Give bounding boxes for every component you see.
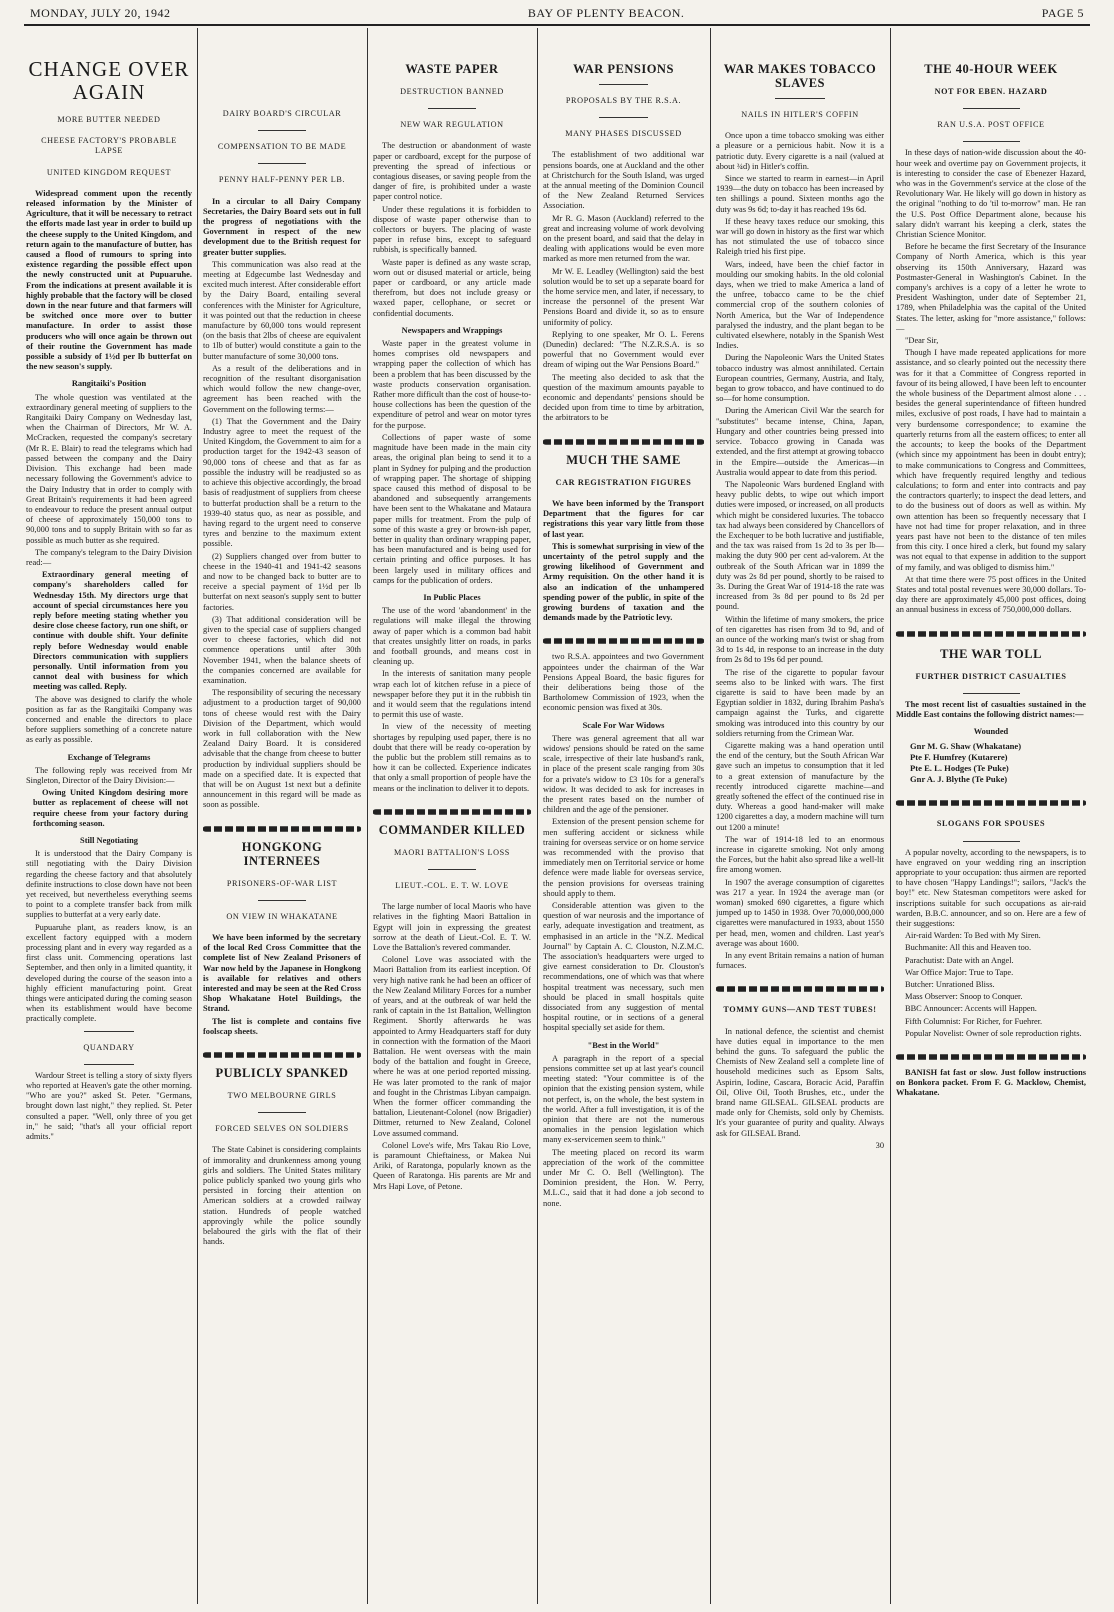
paragraph: The use of the word 'abandonment' in the regulations will make illegal the throwing away of paper which is a common bad habit that creates unsightly litter on roads, in parks and football grounds, and means cost in cleaning up. [373, 606, 531, 667]
column-6 [896, 28, 1086, 1606]
column-rule [197, 28, 198, 1604]
article-headline: PUBLICLY SPANKED [215, 1066, 349, 1081]
crosshead: Exchange of Telegrams [67, 752, 151, 762]
paragraph: Wardour Street is telling a story of sixty flyers who reported at Heaven's gate the other morning. "Who are you?" asked St. Peter. "Germans, brought down last night," they replied. St. Peter consulted a paper. "Well, only three of you get in," he said; "that's all your official report admits." [26, 1070, 192, 1142]
rope-divider [896, 801, 1086, 807]
crosshead: In Public Places [423, 592, 481, 602]
paragraph: The large number of local Maoris who have relatives in the fighting Maori Battalion in Egypt will join in expressing the greatest sorrow at the death of Lieut.-Col. E. T. W. Love the Battalion's revered commander. [373, 902, 531, 953]
column-5 [716, 28, 884, 1606]
lead-paragraph: We have been informed by the secretary of the local Red Cross Committee that the complete list of New Zealand Prisoners of War now held by the Japanese in Hongkong is available for relatives and others interested and may be seen at the Red Cross Shop Whakatane Hotel Buildings, the Strand. [203, 933, 361, 1014]
separator [963, 841, 1020, 842]
masthead [30, 6, 1084, 24]
subheading: ON VIEW IN WHAKATANE [226, 911, 338, 921]
advert-text: BANISH fat fast or slow. Just follow instructions on Bonkora packet. From F. G. Macklow, Chemist, Whakatane. [896, 1068, 1086, 1098]
separator [599, 117, 647, 118]
crosshead: Newspapers and Wrappings [401, 325, 503, 335]
advert-headline: TOMMY GUNS—AND TEST TUBES! [723, 1005, 877, 1015]
separator [963, 693, 1020, 694]
rope-divider [203, 826, 361, 832]
article-headline: THE WAR TOLL [940, 646, 1042, 661]
subheading: TWO MELBOURNE GIRLS [227, 1091, 337, 1101]
paragraph: Mr R. G. Mason (Auckland) referred to the great and increasing volume of work devolving on the present board, and said that the delay in dealing with applications would be even more marked as more men returned from the war. [543, 213, 704, 264]
paragraph: Pupuaruhe plant, as readers know, is an excellent factory equipped with a modern processing plant and in every way regarded as a first class unit. Commencing operations last September, and then only in a limited quantity, it developed during the course of the season into a highly efficient manufacturing point. Great things were anticipated during the coming season when its establishment would have become practically complete. [26, 922, 192, 1024]
column-2 [203, 28, 361, 1606]
separator [258, 163, 305, 164]
slogan-item: Mass Observer: Snoop to Conquer. [905, 992, 1023, 1002]
crosshead: Still Negotiating [80, 836, 138, 845]
separator [258, 1112, 305, 1113]
subheading: PRISONERS-OF-WAR LIST [226, 878, 338, 888]
paragraph: Within the lifetime of many smokers, the price of ten cigarettes has risen from 3d to 9d, and of an ounce of the working man's twist or shag from 3d to 1s 4d, in response to an increase in the duty from 2s 8d to 19s 6d per pound. [716, 614, 884, 665]
paragraph: The Napoleonic Wars burdened England with heavy public debts, to wipe out which import duties were imposed, or increased, on all products which might be considered luxuries. The tobacco tax had always been considered by Chancellors of the Exchequer to be both lucrative and justifiable, and the tax was raised from 1s 2d to 3s per lb—making the duty 900 per cent ad-valorem. At the outbreak of the South African war in 1899 the duty was 2s 8d per pound, shortly to be raised to 3s. During the Great War of 1914-18 the rate was increased from 3s 8d per pound to 8s 2d per pound. [716, 479, 884, 612]
paragraph: Cigarette making was a hand operation until the end of the century, but the South African War gave such an impetus to consumption that it led to a great extension of manufacture by the recently introduced cigarette machine—and greatly softened the effect of the continued rise in duty. Whereas a good hand-maker will make 1200 cigarettes a day, a modern machine will turn out 1200 a minute! [716, 740, 884, 832]
paragraph: Under these regulations it is forbidden to dispose of waste paper otherwise than to collectors or buyers. The placing of waste paper in refuse bins, except to safeguard rubbish, is specifically banned. [373, 204, 531, 255]
paragraph: Wars, indeed, have been the chief factor in moulding our smoking habits. In the old colonial days, when we tried to make America a land of the unfree, tobacco came to be the chief commercial crop of the southern colonies of North America, but the War of Independence paralysed the industry, and the plant began to be cultivated elsewhere, notably in the Spanish West Indies. [716, 259, 884, 351]
paragraph: The following reply was received from Mr Singleton, Director of the Dairy Division:— [26, 765, 192, 785]
slogan-item: BBC Announcer: Accents will Happen. [905, 1004, 1037, 1014]
crosshead: Wounded [973, 727, 1009, 737]
paragraph: The establishment of two additional war pensions boards, one at Auckland and the other at Christchurch for the South Island, was urged at the annual meeting of the Dominion Council of the New Zealand Returned Services Association. [543, 150, 704, 211]
subheading: NEW WAR REGULATION [400, 120, 504, 130]
column-rule [890, 28, 891, 1604]
article-headline: WAR PENSIONS [573, 62, 674, 76]
paragraph: The list is complete and contains five foolscap sheets. [203, 1016, 361, 1036]
subheading: FORCED SELVES ON SOLDIERS [215, 1124, 349, 1134]
paragraph: A paragraph in the report of a special pensions committee set up at last year's council meeting stated: "Your committee is of the opinion that the existing pension system, while not perfect, is, on the whole, the best system in the world. After a full investigation, it is of the opinion that there are not the numerous anomalies in the pension legislation which many ex-servicemen seem to think." [543, 1053, 704, 1145]
separator [963, 141, 1020, 142]
separator [428, 108, 475, 109]
slogan-item: Buchmanite: All this and Heaven too. [905, 943, 1032, 953]
paragraph: two R.S.A. appointees and two Government appointees under the chairman of the War Pensions Appeal Board, the basic figures for their deliberations being those of the Bartholomew Commission of 1923, when the economic pension was fixed at 30s. [543, 652, 704, 713]
slogan-item: Popular Novelist: Owner of sole reproduction rights. [905, 1028, 1082, 1038]
paragraph: In the interests of sanitation many people wrap each lot of kitchen refuse in a piece of newspaper before they put it in the rubbish tin and it would seem that the regulations intend to permit this use of waste. [373, 669, 531, 720]
casualty-name: Gnr M. G. Shaw (Whakatane) [910, 741, 1022, 752]
paragraph: The meeting also decided to ask that the question of the maximum amounts payable to economic and dependants' pensions should be decided upon from time to time by arbitration, the arbitrators to be [543, 372, 704, 423]
paragraph: Before he became the first Secretary of the Insurance Company of North America, which is this year observing its 150th Anniversary, Hazard was Postmaster-General in Washington's Cabinet. In the company's archives is a copy of a letter he wrote to President Washington, under date of September 21, 1789, when Philadelphia was the capital of the United States. The letter, asking for "more assistance," follows:— [896, 242, 1086, 333]
subheading: UNITED KINGDOM REQUEST [46, 167, 172, 177]
paragraph: The company's telegram to the Dairy Division read:— [26, 547, 192, 567]
subheading: DAIRY BOARD'S CIRCULAR [222, 109, 342, 118]
article-headline: QUANDARY [83, 1042, 135, 1052]
article-headline: COMMANDER KILLED [378, 822, 526, 837]
lead-paragraph: In a circular to all Dairy Company Secretaries, the Dairy Board sets out in full the progress of negotiations with the Government in respect of the new development due to the British request for greater butter supplies. [203, 196, 361, 257]
paragraph: Waste paper in the greatest volume in homes comprises old newspapers and wrapping paper the collection of which has been a problem that has been discussed by the waste products conservation organisation. Rather more difficult than the cost of house-to-house collections has been the question of the expenditure of petrol and wear on motor tyres for the purpose. [373, 339, 531, 430]
paragraph: Replying to one speaker, Mr O. L. Ferens (Dunedin) declared: "The N.Z.R.S.A. is so powerful that no Government would ever dream of wiping out the War Pensions Board." [543, 329, 704, 370]
casualty-list [896, 741, 1086, 785]
paragraph: There was general agreement that all war widows' pensions should be rated on the same scale, irrespective of their late husband's rank, in place of the present scale ranging from 30s for a private's widow to £3 10s for a general's widow. It was decided to ask for increases in the present rates based on the number of children and the age of the pensioner. [543, 733, 704, 815]
rope-divider [896, 1054, 1086, 1060]
slogan-item: War Office Major: True to Tape. [905, 967, 1014, 977]
subheading: RAN U.S.A. POST OFFICE [937, 120, 1045, 130]
column-1 [26, 28, 192, 1606]
paragraph: (2) Suppliers changed over from butter to cheese in the 1940-41 and 1941-42 seasons and now to be changed back to butter are to receive a special payment of 1½d per lb butterfat on next season's supply sent to butter factories. [203, 551, 361, 612]
subheading: CHEESE FACTORY'S PROBABLE LAPSE [41, 136, 177, 156]
headline-change-over: CHANGE OVER AGAIN [28, 57, 190, 104]
article-headline: THE 40-HOUR WEEK [924, 62, 1058, 76]
paragraph: In view of the necessity of meeting shortages by repulping used paper, there is no doubt that there will be ready co-operation by the public but the problem still remains as to how it can be collected. Experience indicates that only a small proportion of people have the means or the inclination to deliver it to depots. [373, 722, 531, 793]
rope-divider [543, 639, 704, 645]
subheading: PENNY HALF-PENNY PER LB. [218, 175, 346, 185]
article-headline: SLOGANS FOR SPOUSES [936, 819, 1046, 829]
separator [84, 1031, 134, 1032]
separator [963, 108, 1020, 109]
paragraph: The whole question was ventilated at the extraordinary general meeting of suppliers to the Rangitaiki Dairy Company on Wednesday last, when the Chairman of Directors, Mr W. A. McCracken, requested the company's secretary (Mr R. E. Blair) to read the telegrams which had passed between the company and the Dairy Division. This exchange had been made necessary following the Government's advice to the Dairy Industry that in order to comply with Great Britain's requirements it had been agreed to endeavour to reduce the present annual output of cheese of approximately 150,000 tons to 90,000 tons and to supply Britain with so far as possible as much butter as she required. [26, 392, 192, 545]
paragraph: At that time there were 75 post offices in the United States and total postal revenues were 30,000 dollars. To-day there are approximately 45,000 post offices, doing an annual business in excess of 750,000,000 dollars. [896, 574, 1086, 615]
lead-paragraph: We have been informed by the Transport Department that the figures for car registrations this year vary little from those of last year. [543, 498, 704, 539]
telegram-reply: Owing United Kingdom desiring more butter as replacement of cheese will not require cheese from your factory during forthcoming season. [33, 788, 188, 828]
casualty-name: Pte E. L. Hodges (Te Puke) [910, 763, 1009, 774]
rope-divider [716, 987, 884, 993]
paragraph: Collections of paper waste of some magnitude have been made in the main city areas, the original plan being to send it to a plant in Sydney for pulping and the production of wrapping paper. The shortage of shipping space caused this method of disposal to be abandoned and subsequently arrangements have been sent to the Whakatane and Mataura paper mills for treatment. From the pulp of some of this waste a grey or brown-ish paper, better in quality than ordinary wrapping paper, has been manufactured and is being used for certain printing and office purposes. It has been largely used in military offices and camps for the publication of orders. [373, 432, 531, 585]
paper-name: BAY OF PLENTY BEACON. [527, 6, 685, 20]
telegram-text: Extraordinary general meeting of company's shareholders called for Wednesday 15th. My directors urge that account of special circumstances here you reply before meeting stating whether you desire close cheese factory, run one shift, or continue with double shift. Your definite reply before Wednesday would enable Directors communication with suppliers personally. Until information from you cannot deal with business for which meeting was called. Reply. [33, 570, 188, 692]
subheading: MANY PHASES DISCUSSED [565, 129, 682, 139]
subheading: CAR REGISTRATION FIGURES [555, 477, 692, 487]
paragraph: Extension of the present pension scheme for men suffering accident or sickness while training for overseas service or on home service was recommended with the proviso that immediately men on Territorial service or home defence were made liable for overseas service, the pension provisions for overseas training should apply to them. [543, 817, 704, 898]
lead-paragraph: The most recent list of casualties sustained in the Middle East contains the following district names:— [896, 699, 1086, 719]
crosshead: "Best in the World" [587, 1040, 660, 1050]
slogan-item: Parachutist: Date with an Angel. [905, 955, 1014, 965]
separator [599, 84, 647, 85]
separator [84, 1064, 134, 1065]
subheading: LIEUT.-COL. E. T. W. LOVE [395, 881, 509, 890]
advert-number: 30 [875, 1140, 884, 1150]
separator [775, 98, 825, 99]
subheading: NOT FOR EBEN. HAZARD [934, 87, 1048, 96]
article-headline: WAR MAKES TOBACCO SLAVES [723, 62, 877, 90]
article-headline: HONGKONG INTERNEES [241, 839, 323, 868]
paragraph: If these heavy taxes reduce our smoking, this war will go down in history as the first war which has not stimulated the use of tobacco since Raleigh tried his first pipe. [716, 216, 884, 257]
paragraph: In any event Britain remains a nation of human furnaces. [716, 951, 884, 971]
paragraph: The meeting placed on record its warm appreciation of the work of the committee under Mr C. O. Bell (Wellington). The Dominion president, the Hon. W. Perry, M.L.C., said that it had done a job second to none. [543, 1147, 704, 1208]
subheading: COMPENSATION TO BE MADE [217, 142, 347, 152]
masthead-rule [24, 24, 1090, 26]
paragraph: This communication was also read at the meeting at Edgecumbe last Wednesday and excited much interest. After considerable effort by the Dairy Board, entailing several conferences with the Minister for Agriculture, it was pointed out that the reduction in cheese manufacture by 60,000 tons would represent (on the basis that 2lbs of cheese are equivalent to 1lb of butter) would constitute a gain to the butter manufacture of some 30,000 tons. [203, 259, 361, 361]
paragraph: During the Napoleonic Wars the United States tobacco industry was almost annihilated. Certain European countries, Germany, Austria, and Italy, began to grow tobacco, and have continued to do so—for home consumption. [716, 353, 884, 404]
paragraph: During the American Civil War the search for "substitutes" became intense, China, Japan, Hungary and other countries being pressed into service. Tobacco growing in Canada was extended, and the first attempt at growing tobacco in the Empire—outside the Americas—in Australia would appear to date from this period. [716, 406, 884, 477]
paragraph: Once upon a time tobacco smoking was either a pleasure or a pernicious habit. Now it is a patriotic duty. Every cigarette is a nail (valued at about ¾d) in Hitler's coffin. [716, 131, 884, 171]
paragraph: Colonel Love's wife, Mrs Takau Rio Love, is paramount Chieftainess, or Makea Nui Ariki, of Raratonga, popularly known as the Queen of Raratonga. His parents are Mr and Mrs Hapi Love, of Petone. [373, 1140, 531, 1191]
paragraph: A popular novelty, according to the newspapers, is to have engraved on your wedding ring an inscription appropriate to your occupation: thus airmen are reported to have chosen "Happy Landings!"; sailors, "Jack's the boy!" etc. New Statesman competitors were asked for inscriptions suitable for such occupations as air-raid warden, B.B.C. announcer, and so on. Here are a few of their suggestions: [896, 847, 1086, 928]
paragraph: In these days of nation-wide discussion about the 40-hour week and overtime pay on Government projects, it is interesting to consider the case of Ebenezer Hazard, who was in the Government's service at the close of the Revolutionary War. He likely will go down in history as the original "nothing to do 'til to-morrow" man. He ran the U.S. Post Office Department alone, because his salary didn't warrant his keeping a clerk, states the Christian Science Monitor. [896, 148, 1086, 240]
paragraph: It is understood that the Dairy Company is still negotiating with the Dairy Division regarding the cheese factory and that absolutely definite instructions to close down have not been yet received, but nevertheless everything seems to point to a complete transfer back from milk supplies to butterfat at a very early date. [26, 849, 192, 920]
paragraph: As a result of the deliberations and in recognition of the resultant disorganisation which would follow the new change-over, agreement has been reached with the Government on the following terms:— [203, 363, 361, 414]
subheading: FURTHER DISTRICT CASUALTIES [915, 671, 1067, 681]
article-headline: WASTE PAPER [405, 62, 499, 76]
paragraph: "Dear Sir, [905, 336, 939, 346]
slogan-item: Air-raid Warden: To Bed with My Siren. [905, 931, 1041, 941]
slogan-item: Fifth Columnist: For Richer, for Fuehrer. [905, 1016, 1043, 1026]
paragraph: Waste paper is defined as any waste scrap, worn out or disused material or article, being paper or cardboard, or any article made therefrom, but does not include greasy or waxed paper, cellophane, or secret or confidential documents. [373, 257, 531, 318]
paragraph: The destruction or abandonment of waste paper or cardboard, except for the purpose of preventing the spread of infectious or contagious diseases, or saving people from the danger of fire, is prohibited under a waste paper control notice. [373, 141, 531, 202]
paragraph: The war of 1914-18 led to an enormous increase in cigarette smoking. Not only among the Forces, but the habit also spread like a well-lit fire among women. [716, 834, 884, 875]
paragraph: The State Cabinet is considering complaints of immorality and drunkenness among young girls and soldiers. The United States military police publicly spanked two young girls who persisted in forcing their attention on American soldiers at a crowded railway station. Hundreds of people watched approvingly while the police soundly belaboured the girls with the flat of their hands. [203, 1145, 361, 1247]
separator [428, 869, 475, 870]
separator [258, 900, 305, 901]
paragraph: Colonel Love was associated with the Maori Battalion from its earliest inception. Of very high native rank he had been an officer of the New Zealand Military Forces for a number of years, and at the outbreak of war held the rank of captain in the 1st Battalion, Wellington Regiment. Shortly afterwards he was appointed to Army Headquarters staff for duty in connection with the formation of the Maori Battalion. He went overseas with the main body of the battalion and fought in Greece, where he was at one period reported missing. He was later promoted to the rank of major and fought in the Christmas Libyan campaign. When the former officer commanding the battalion, Lieutenant-Colonel (now Brigadier) Dittmer, returned to New Zealand, Colonel Love assumed command. [373, 955, 531, 1138]
subheading: DESTRUCTION BANNED [400, 87, 504, 96]
paragraph: In 1907 the average consumption of cigarettes was 217 a year. In 1924 the average man (or woman) smoked 690 cigarettes, a figure which jumped up to 1450 in 1938. Over 70,000,000,000 cigarettes were manufactured in 1933, about 1550 per head, men, women and children. Last year's average was about 1600. [716, 877, 884, 948]
column-rule [537, 28, 538, 1604]
page-number: PAGE 5 [1041, 6, 1084, 20]
rope-divider [203, 1052, 361, 1058]
rope-divider [896, 631, 1086, 637]
subheading: MORE BUTTER NEEDED [57, 115, 161, 124]
subheading: MAORI BATTALION'S LOSS [394, 847, 510, 857]
casualty-name: Gnr A. J. Blythe (Te Puke) [910, 774, 1008, 785]
paragraph: Since we started to rearm in earnest—in April 1939—the duty on tobacco has been increased by ten shillings a pound. Sixteen months ago the duty was 9s 6d; to-day it has reached 19s 6d. [716, 174, 884, 214]
separator [258, 130, 305, 131]
casualty-name: Pte F. Humfrey (Kutarere) [910, 752, 1008, 763]
article-headline: MUCH THE SAME [566, 452, 681, 467]
paragraph: Though I have made repeated applications for more assistance, and so clearly pointed out the necessity there was for it that a Committee of Congress reported in favour of its being allowed, I have been left to encounter the whole business of the Department almost alone . . . besides the general superintendance of fifteen hundred miles, exclusive of post roads, I have had to maintain a very burdensome correspondence; to examine the quarterly returns from all the eastern offices; to enter all the accounts; to keep the books of the Department (which since my appointment has been in doubt entry); to make communications to Congress and Committees, which have frequently required lengthy and tedious calculations; to form and enter into contracts and pay the contractors quarterly; to inspect the dead letters, and to do the business out of doors as well as within. My own attention has been so frequently necessary that I have not had time for proper relaxation, and in three years past have not been to the distance of ten miles from this city. I once hired a clerk, but found my salary was not equal to that expense in addition to the support of my family, and was obliged to dismiss him." [896, 348, 1086, 572]
crosshead: Rangitaiki's Position [71, 379, 147, 389]
issue-date: MONDAY, JULY 20, 1942 [30, 6, 171, 20]
paragraph: (3) That additional consideration will be given to the special case of suppliers changed over to cheese factories, which did not commence operations until after 30th November 1941, when the balance sheets of the companies concerned are available for examination. [203, 614, 361, 685]
rope-divider [543, 439, 704, 445]
column-3 [373, 28, 531, 1606]
paragraph: This is somewhat surprising in view of the uncertainty of the petrol supply and the growing likelihood of Government and Army requisition. On the other hand it is also an indication of the unhampered spending power of the public, in spite of the growing burdens of taxation and the demands made by the Patriotic levy. [543, 541, 704, 623]
lead-paragraph: Widespread comment upon the recently released information by the Minister of Agriculture, that it will be necessary to retract the efforts made last year in order to build up the cheese supply to the United Kingdom, and return again to the manufacture of butter, has caused a flood of rumours to spring into existence regarding the possible effect upon the newly constructed unit at Pupuaruhe. From the indications at present available it is highly probable that the factory will be closed down in the near future and that farmers will be switched once more over to butter manufacture. In order to assist those producers who will once again be thrown out of their routine the Government has made possible a subsidy of 1½d per lb butterfat on the new season's supply. [26, 188, 192, 372]
subheading: PROPOSALS BY THE R.S.A. [565, 96, 682, 105]
paragraph: Considerable attention was given to the question of war neurosis and the importance of early, adequate investigation and treatment, as emphasised in an article in the "N.Z. Medical Journal" by Captain A. C. Clouston, N.Z.M.C. The association's headquarters were urged to give earnest consideration to Dr. Clouston's recommendations, one of which was that where hospital treatment was necessary, such men should be placed in small hospitals quite dissociated from any suggestion of mental hospital routine, or in sections of a general hospital specially set aside for them. [543, 901, 704, 1033]
paragraph: The rise of the cigarette to popular favour seems also to be linked with wars. The first cigarette is said to have been made by an Egyptian soldier in 1832, during Ibrahim Pasha's campaign against the Turks, and cigarette smoking was introduced into this country by our soldiers returning from the Crimean War. [716, 667, 884, 738]
column-rule [710, 28, 711, 1604]
paragraph: Mr W. E. Leadley (Wellington) said the best solution would be to set up a separate board for the home service men, and later, if necessary, to increase the personnel of the present War Pensions Board and divide it, so as to ensure uniformity of policy. [543, 266, 704, 327]
crosshead: Scale For War Widows [582, 720, 665, 730]
paragraph: The above was designed to clarify the whole position as far as the Rangitaiki Company was concerned and enable the directors to place before suppliers something of a concrete nature as early as possible. [26, 694, 192, 745]
slogan-item: Butcher: Unrationed Bliss. [905, 980, 995, 989]
rope-divider [373, 809, 531, 815]
column-4 [543, 28, 704, 1606]
paragraph: The responsibility of securing the necessary adjustment to a production target of 90,000 tons of cheese would rest with the Dairy Division of the Department, which would work in full collaboration with the New Zealand Dairy Board. It is considered advisable that the change from cheese to butter production by individual suppliers should be made on a specified date. It is expected that that will be on August 1st next but a definite announcement in this regard will be made as soon as possible. [203, 688, 361, 810]
subheading: NAILS IN HITLER'S COFFIN [741, 110, 859, 119]
advert-text: In national defence, the scientist and chemist have duties equal in importance to the men behind the guns. To safeguard the public the Chemists of New Zealand sell a complete line of household medicines such as Epsom Salts, Aspirin, Iodine, Cascara, Boracic Acid, Paraffin Oil, Olive Oil, Tooth Brushes, etc., under the brand name GILSEAL. GILSEAL products are made only for Chemists, sold only by Chemists. It's your guarantee of purity and quality. Always ask for GILSEAL Brand. [716, 1026, 884, 1138]
column-rule [367, 28, 368, 1604]
paragraph: (1) That the Government and the Dairy Industry agree to meet the request of the United Kingdom, the Government to aim for a production target for the 1942-43 season of 90,000 tons of cheese and that as far as possible the industry will be readjusted so as to achieve this objective accordingly, the broad basis of readjustment of suppliers from cheese to butterfat production shall be a return to the 1939-40 status quo, as near as possible, and having regard to the urgent need to conserve tyres and benzine to the maximum extent possible. [203, 416, 361, 549]
